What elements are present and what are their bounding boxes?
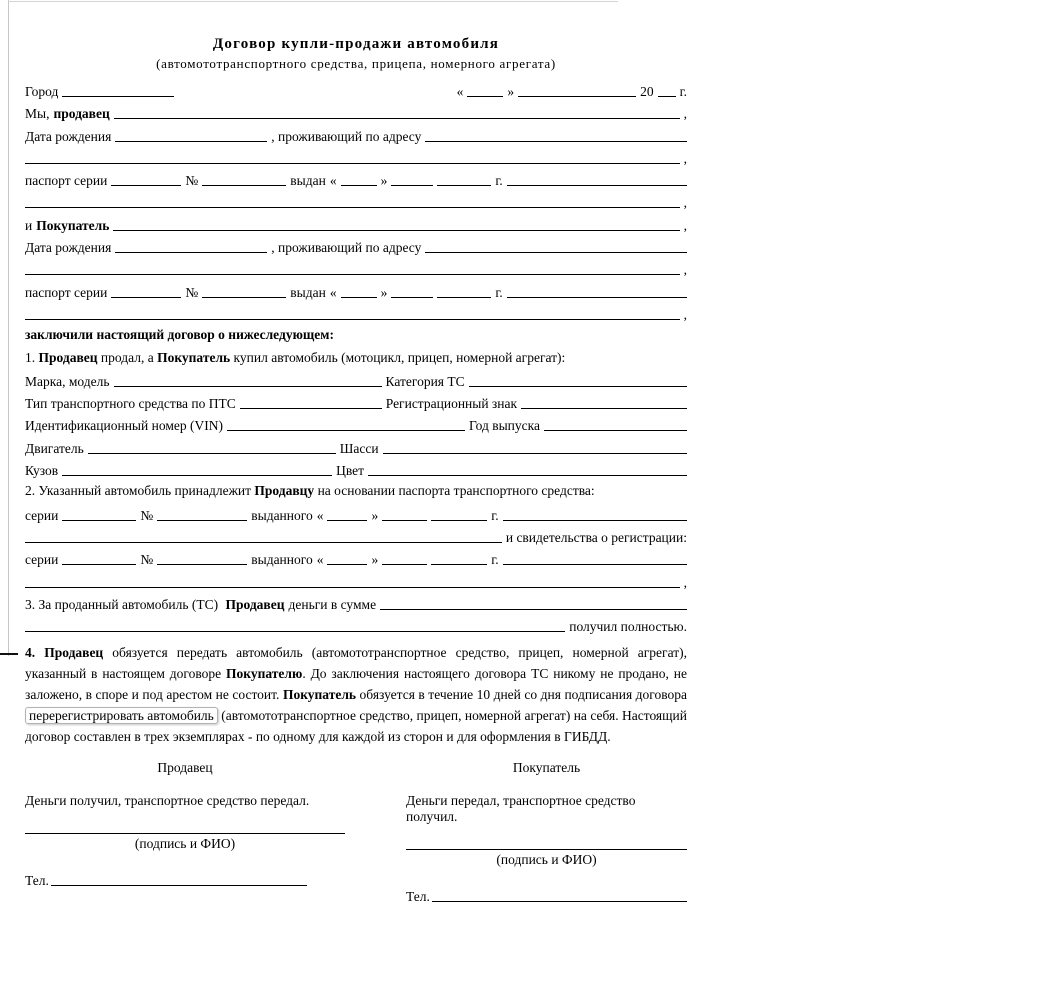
- section-1-text-1: продал, а: [97, 349, 158, 365]
- passport-no-label: №: [185, 284, 199, 300]
- seller-address-cont-blank: [25, 150, 680, 164]
- no-label: №: [140, 552, 154, 568]
- document-title: Договор купли-продажи автомобиля: [212, 36, 500, 52]
- seller-name-blank: [114, 105, 680, 119]
- city-blank: [62, 83, 174, 97]
- category-label: Категория ТС: [385, 373, 465, 389]
- section-4-text-1: обязуется передать автомобиль (автомототранспортное средство, прицеп, номерной агрегат), указанный в настоящем договоре: [25, 645, 687, 682]
- section-4-text-4: (автомототранспортное средство, прицеп, номерной агрегат) на себя. Настоящий договор составлен в трех экземплярах - по одному для каждой из сторон и для оформления в ГИБДД.: [25, 708, 687, 745]
- section-3-text-1: 3. За проданный автомобиль (ТС): [25, 596, 222, 612]
- date-quote-open: «: [456, 84, 464, 99]
- signatures-section: [25, 760, 687, 905]
- issued-label: выдан: [290, 173, 326, 189]
- day-blank: [327, 551, 367, 565]
- date-quote-close: »: [507, 84, 515, 99]
- buyer-birth-blank: [115, 239, 267, 253]
- series-blank: [62, 551, 136, 565]
- seller-passport-cont-blank: [25, 194, 680, 208]
- address-label: , проживающий по адресу: [271, 128, 422, 144]
- section-2-text-2: на основании паспорта транспортного средства:: [314, 483, 595, 499]
- seller-birth-blank: [115, 128, 267, 142]
- quote-open: «: [316, 552, 324, 568]
- comma: ,: [683, 262, 687, 278]
- city-date-row: [25, 82, 687, 104]
- month-blank: [382, 551, 427, 565]
- quote-open: «: [329, 284, 337, 300]
- series-label: серии: [25, 552, 59, 568]
- buyer-phone-blank: [432, 888, 687, 902]
- passport-series-label: паспорт серии: [25, 284, 108, 300]
- section-3-text-2: деньги в сумме: [288, 596, 377, 612]
- chassis-label: Шасси: [339, 440, 379, 456]
- buyer-address-blank: [425, 239, 687, 253]
- vin-row: [25, 416, 687, 438]
- no-blank: [157, 551, 247, 565]
- type-pts-blank: [240, 395, 382, 409]
- date-year-prefix: 20: [640, 84, 654, 99]
- address-label: , проживающий по адресу: [271, 240, 422, 256]
- category-blank: [469, 373, 687, 387]
- passport-series-blank: [111, 172, 181, 186]
- quote-close: »: [371, 507, 379, 523]
- document-subtitle: (автомототранспортного средства, прицепа, номерного агрегата): [156, 56, 556, 71]
- year-of-issue-blank: [544, 417, 687, 431]
- body-blank: [62, 462, 332, 476]
- engine-blank: [88, 440, 336, 454]
- buyer-column-heading: Покупатель: [512, 760, 581, 776]
- quote-open: «: [316, 507, 324, 523]
- buyer-passport-cont-blank: [25, 306, 680, 320]
- window-left-border: [8, 0, 9, 656]
- issued-day-blank: [341, 284, 377, 298]
- date-day-blank: [467, 83, 503, 97]
- type-pts-label: Тип транспортного средства по ПТС: [25, 396, 236, 412]
- seller-address-cont-row: [25, 149, 687, 171]
- year-of-issue-label: Год выпуска: [468, 418, 540, 434]
- section-2-text-1: 2. Указанный автомобиль принадлежит: [25, 483, 255, 499]
- seller-word: Продавец: [225, 596, 285, 612]
- received-row: [25, 617, 687, 639]
- reg-plate-blank: [521, 395, 687, 409]
- body-row: [25, 461, 687, 483]
- seller-passport-row: [25, 171, 687, 193]
- buyer-signature-caption: (подпись и ФИО): [496, 852, 597, 868]
- passport-no-blank: [202, 284, 286, 298]
- seller-word: Продавец: [38, 349, 98, 365]
- buyer-signature-line: [406, 849, 687, 850]
- seller-address-blank: [425, 128, 687, 142]
- section-4-bold-1: 4. Продавец: [25, 645, 104, 661]
- comma: ,: [683, 217, 687, 233]
- buyer-birth-row: [25, 238, 687, 260]
- quote-close: »: [371, 552, 379, 568]
- window-top-border: [8, 1, 618, 2]
- color-blank: [368, 462, 687, 476]
- passport-series-label: паспорт серии: [25, 173, 108, 189]
- buyer-statement: Деньги передал, транспортное средство получил.: [406, 793, 636, 825]
- vin-label: Идентификационный номер (VIN): [25, 418, 223, 434]
- comma: ,: [683, 574, 687, 590]
- tel-label: Тел.: [406, 889, 430, 905]
- buyer-name-row: [25, 216, 687, 238]
- brand-blank: [114, 373, 382, 387]
- year-label: г.: [495, 284, 503, 300]
- section-4-paragraph: [25, 642, 687, 747]
- cert-cont-row: [25, 573, 687, 595]
- highlighted-phrase[interactable]: перерегистрировать автомобиль: [25, 707, 218, 724]
- buyer-phone-row: [406, 887, 687, 905]
- sum-blank: [380, 596, 687, 610]
- comma: ,: [683, 306, 687, 322]
- date-year-blank: [658, 83, 676, 97]
- brand-label: Марка, модель: [25, 373, 110, 389]
- buyer-address-cont-blank: [25, 261, 680, 275]
- section-4-text-2: . До заключения настоящего договора ТС никому не продано, не заложено, в споре и под арестом не состоит.: [25, 666, 687, 703]
- issuer-blank: [503, 551, 687, 565]
- seller-signature-line: [25, 833, 345, 834]
- series-label: серии: [25, 507, 59, 523]
- seller-column-heading: Продавец: [157, 760, 213, 776]
- seller-passport-cont-row: [25, 193, 687, 215]
- issued-year-blank: [437, 284, 491, 298]
- passport-no-label: №: [185, 173, 199, 189]
- passport-series-blank: [111, 284, 181, 298]
- comma: ,: [683, 195, 687, 211]
- buyer-passport-cont-row: [25, 305, 687, 327]
- birth-label: Дата рождения: [25, 240, 112, 256]
- section-4-text-3: обязуется в течение 10 дней со дня подписания договора: [356, 687, 687, 703]
- date-month-blank: [518, 83, 636, 97]
- received-label: получил полностью.: [569, 619, 687, 635]
- no-label: №: [140, 507, 154, 523]
- issued-year-blank: [437, 172, 491, 186]
- reg-cert-blank: [25, 529, 502, 543]
- section-2-heading: [25, 483, 687, 505]
- quote-close: »: [380, 284, 388, 300]
- comma: ,: [683, 150, 687, 166]
- seller-signature-column: [25, 760, 345, 905]
- section-1-heading: [25, 350, 687, 372]
- comma: ,: [683, 106, 687, 122]
- buyer-passport-row: [25, 283, 687, 305]
- issuer-blank: [503, 507, 687, 521]
- seller-birth-row: [25, 127, 687, 149]
- series-blank: [62, 507, 136, 521]
- and-label: и: [25, 217, 33, 233]
- date-year-suffix: г.: [679, 84, 687, 99]
- brand-row: [25, 372, 687, 394]
- body-label: Кузов: [25, 463, 59, 479]
- year-label: г.: [491, 507, 499, 523]
- day-blank: [327, 507, 367, 521]
- buyer-name-blank: [113, 217, 679, 231]
- pts-series-row: [25, 506, 687, 528]
- sum-row: [25, 595, 687, 617]
- contract-document: [25, 36, 687, 905]
- agreement-intro: заключили настоящий договор о нижеследующем:: [25, 327, 334, 343]
- section-1-number: 1.: [25, 349, 39, 365]
- buyer-role-label: Покупатель: [36, 217, 110, 233]
- year-blank: [431, 551, 487, 565]
- reg-cert-row: [25, 528, 687, 550]
- issued-month-blank: [391, 172, 433, 186]
- quote-open: «: [329, 173, 337, 189]
- passport-no-blank: [202, 172, 286, 186]
- seller-statement: Деньги получил, транспортное средство передал.: [25, 793, 310, 809]
- buyer-address-cont-row: [25, 260, 687, 282]
- we-label: Мы,: [25, 106, 50, 122]
- section-4-bold-2: Покупателю: [226, 666, 303, 682]
- issued-by-blank: [507, 284, 687, 298]
- issued-label: выдан: [290, 284, 326, 300]
- cert-series-row: [25, 550, 687, 572]
- type-row: [25, 394, 687, 416]
- reg-cert-label: и свидетельства о регистрации:: [505, 529, 687, 545]
- engine-label: Двигатель: [25, 440, 84, 456]
- reg-plate-label: Регистрационный знак: [385, 396, 518, 412]
- issued-long-label: выданного: [251, 552, 313, 568]
- birth-label: Дата рождения: [25, 128, 112, 144]
- margin-tick-mark: [0, 653, 18, 655]
- engine-row: [25, 439, 687, 461]
- tel-label: Тел.: [25, 873, 49, 889]
- buyer-word: Покупатель: [157, 349, 231, 365]
- issued-month-blank: [391, 284, 433, 298]
- year-label: г.: [495, 173, 503, 189]
- chassis-blank: [383, 440, 687, 454]
- year-label: г.: [491, 552, 499, 568]
- seller-name-row: [25, 104, 687, 126]
- issued-long-label: выданного: [251, 507, 313, 523]
- sum-cont-blank: [25, 618, 565, 632]
- issued-day-blank: [341, 172, 377, 186]
- section-1-text-2: купил автомобиль (мотоцикл, прицеп, номерной агрегат):: [230, 349, 566, 365]
- seller-phone-row: [25, 871, 307, 889]
- issued-by-blank: [507, 172, 687, 186]
- seller-dative-word: Продавцу: [254, 483, 315, 499]
- month-blank: [382, 507, 427, 521]
- seller-signature-caption: (подпись и ФИО): [134, 836, 236, 852]
- year-blank: [431, 507, 487, 521]
- vin-blank: [227, 417, 465, 431]
- color-label: Цвет: [336, 463, 365, 479]
- seller-role-label: продавец: [53, 106, 110, 122]
- cert-cont-blank: [25, 574, 680, 588]
- buyer-signature-column: [406, 760, 687, 905]
- section-4-bold-3: Покупатель: [282, 687, 357, 703]
- seller-phone-blank: [51, 872, 307, 886]
- quote-close: »: [380, 173, 388, 189]
- no-blank: [157, 507, 247, 521]
- city-label: Город: [25, 84, 59, 99]
